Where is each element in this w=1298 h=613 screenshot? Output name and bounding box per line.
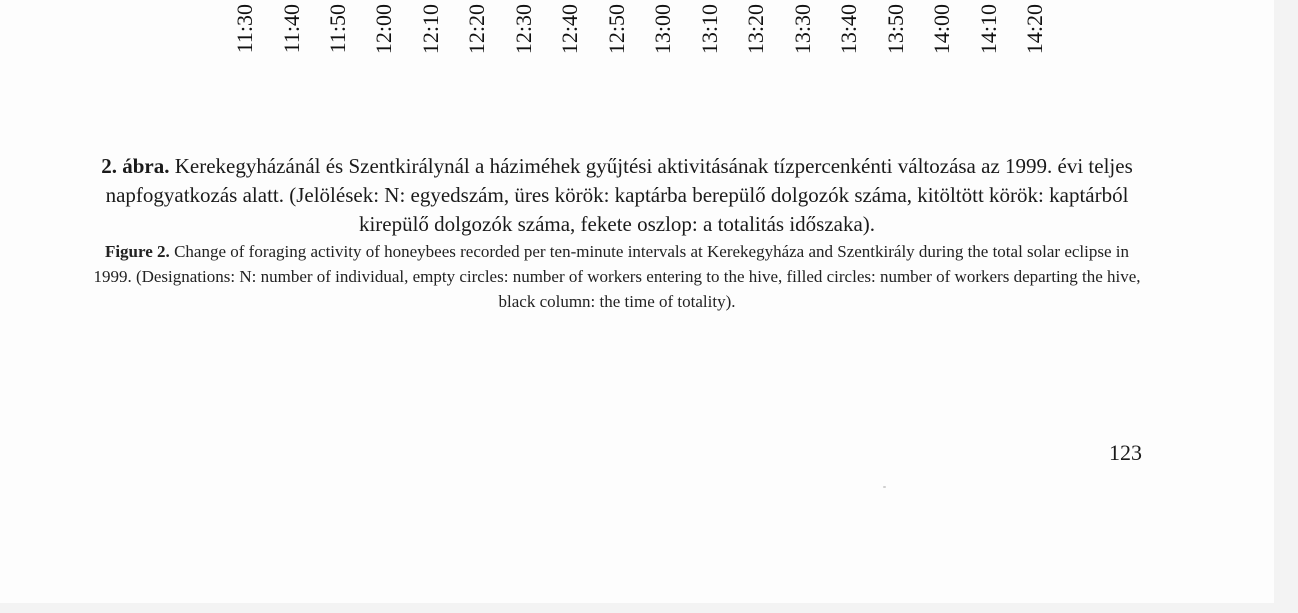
x-tick-label: 14:20 bbox=[1022, 4, 1047, 55]
x-tick-label: 11:40 bbox=[279, 4, 304, 54]
x-tick-label: 13:10 bbox=[697, 4, 722, 55]
x-tick-label: 13:50 bbox=[883, 4, 908, 55]
scan-speck bbox=[883, 486, 886, 488]
caption-text-hungarian: Kerekegyházánál és Szentkirálynál a háziméhek gyűjtési aktivitásának tízpercenkénti változása az 1999. évi teljes napfogyatkozás alatt. (Jelölések: N: egyedszám, üres körök: kaptárba berepülő dolgozók száma, kitöltött körök: kaptárból kirepülő dolgozók száma, fekete oszlop: a totalitás időszaka). bbox=[105, 154, 1133, 236]
x-axis-time-labels bbox=[0, 0, 1298, 100]
x-tick-label: 13:20 bbox=[743, 4, 768, 55]
x-tick-label: 12:10 bbox=[418, 4, 443, 55]
x-tick-label: 14:10 bbox=[976, 4, 1001, 55]
x-tick-label: 14:00 bbox=[929, 4, 954, 55]
x-tick-label: 12:50 bbox=[604, 4, 629, 55]
x-tick-label: 13:00 bbox=[650, 4, 675, 55]
x-tick-label: 11:50 bbox=[325, 4, 350, 54]
x-tick-label: 12:20 bbox=[464, 4, 489, 55]
caption-text-english: Change of foraging activity of honeybees recorded per ten-minute intervals at Kerekegyháza and Szentkirály during the total solar eclipse in 1999. (Designations: N: number of individual, empty circles: number of workers entering to the hive, filled circles: number of workers departing the hive, black column: the time of totality). bbox=[93, 242, 1141, 311]
figure-caption-english bbox=[92, 239, 1142, 314]
x-tick-label: 11:30 bbox=[232, 4, 257, 54]
figure-label-english: Figure 2. bbox=[104, 242, 170, 261]
page-number: 123 bbox=[1109, 440, 1142, 465]
figure-caption-hungarian bbox=[92, 152, 1142, 239]
page-edge-bottom bbox=[0, 603, 1298, 613]
x-tick-label: 13:30 bbox=[790, 4, 815, 55]
x-tick-label: 12:30 bbox=[511, 4, 536, 55]
x-tick-label: 12:40 bbox=[557, 4, 582, 55]
figure-label-hungarian: 2. ábra. bbox=[101, 154, 170, 178]
x-tick-label: 13:40 bbox=[836, 4, 861, 55]
x-tick-label: 12:00 bbox=[371, 4, 396, 55]
